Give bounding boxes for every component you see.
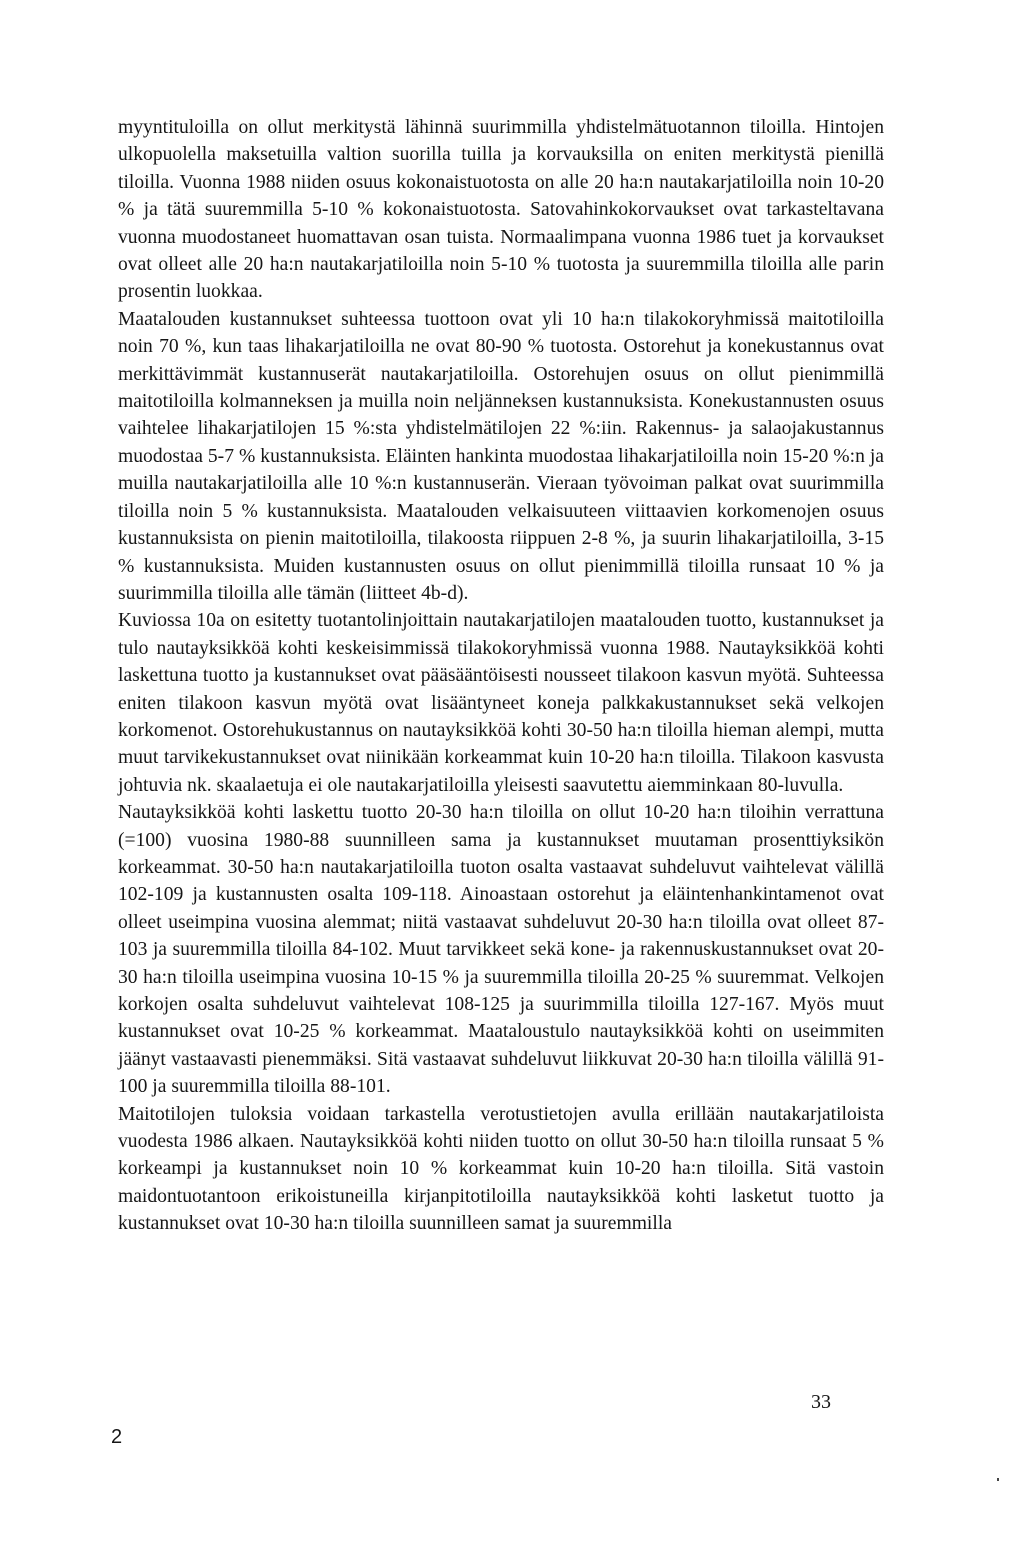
paragraph-1: myyntituloilla on ollut merkitystä lähinnä suurimmilla yhdistelmätuotannon tiloilla. Hintojen ulkopuolella maksetuilla valtion suorilla tuilla ja korvauksilla on eniten merkitystä pienillä tiloilla. Vuonna 1988 niiden osuus kokonaistuotosta on alle 20 ha:n nautakarjatiloilla noin 10-20 % ja tätä suuremmilla 5-10 % kokonaistuotosta. Satovahinkokorvaukset ovat tarkasteltavana vuonna muodostaneet huomattavan osan tuista. Normaalimpana vuonna 1986 tuet ja korvaukset ovat olleet alle 20 ha:n nautakarjatiloilla noin 5-10 % tuotosta ja suuremmilla tiloilla alle parin prosentin luokkaa. xyxy=(118,117,884,303)
paragraph-4: Nautayksikköä kohti laskettu tuotto 20-30 ha:n tiloilla on ollut 10-20 ha:n tiloihin verrattuna (=100) vuosina 1980-88 suunnilleen sama ja kustannukset muutaman prosenttiyksikön korkeammat. 30-50 ha:n nautakarjatiloilla tuoton osalta vastaavat suhdeluvut vaihtelevat välillä 102-109 ja kustannusten osalta 109-118. Ainoastaan ostorehut ja eläintenhankintamenot ovat olleet useimpina vuosina alemmat; niitä vastaavat suhdeluvut 20-30 ha:n tiloilla ovat olleet 87-103 ja suuremmilla tiloilla 84-102. Muut tarvikkeet sekä kone- ja rakennuskustannukset ovat 20-30 ha:n tiloilla useimpina vuosina 10-15 % ja suuremmilla tiloilla 20-25 % suuremmat. Velkojen korkojen osalta suhdeluvut vaihtelevat 108-125 ja suurimmilla tiloilla 127-167. Myös muut kustannukset ovat 10-25 % korkeammat. Maataloustulo nautayksikköä kohti on useimmiten jäänyt vastaavasti pienemmäksi. Sitä vastaavat suhdeluvut liikkuvat 20-30 ha:n tiloilla välillä 91-100 ja suuremmilla tiloilla 88-101. xyxy=(118,802,884,1098)
paragraph-2: Maatalouden kustannukset suhteessa tuottoon ovat yli 10 ha:n tilakokoryhmissä maitotiloilla noin 70 %, kun taas lihakarjatiloilla ne ovat 80-90 % tuotosta. Ostorehut ja konekustannus ovat merkittävimmät kustannuserät nautakarjatiloilla. Ostorehujen osuus on ollut pienimmillä maitotiloilla kolmanneksen ja muilla noin neljänneksen kustannuksista. Konekustannusten osuus vaihtelee lihakarjatilojen 15 %:sta yhdistelmätilojen 22 %:iin. Rakennus- ja salaojakustannus muodostaa 5-7 % kustannuksista. Eläinten hankinta muodostaa lihakarjatiloilla noin 15-20 %:n ja muilla nautakarjatiloilla alle 10 %:n kustannuserän. Vieraan työvoiman palkat ovat suurimmilla tiloilla noin 5 % kustannuksista. Maatalouden velkaisuuteen viittaavien korkomenojen osuus kustannuksista on pienin maitotiloilla, tilakoosta riippuen 2-8 %, ja suurin lihakarjatiloilla, 3-15 % kustannuksista. Muiden kustannusten osuus on ollut pienimmillä tiloilla runsaat 10 % ja suurimmilla tiloilla alle tämän (liitteet 4b-d). xyxy=(118,308,884,604)
scan-speck xyxy=(997,1478,999,1481)
body-text xyxy=(118,114,884,1238)
margin-mark: 2 xyxy=(111,1426,123,1448)
page-number: 33 xyxy=(811,1391,831,1413)
paragraph-5: Maitotilojen tuloksia voidaan tarkastella verotustietojen avulla erillään nautakarjatiloista vuodesta 1986 alkaen. Nautayksikköä kohti niiden tuotto on ollut 30-50 ha:n tiloilla runsaat 5 % korkeampi ja kustannukset noin 10 % korkeammat kuin 10-20 ha:n tiloilla. Sitä vastoin maidontuotantoon erikoistuneilla kirjanpitotiloilla nautayksikköä kohti lasketut tuotto ja kustannukset ovat 10-30 ha:n tiloilla suunnilleen samat ja suuremmilla xyxy=(118,1103,884,1235)
paragraph-3: Kuviossa 10a on esitetty tuotantolinjoittain nautakarjatilojen maatalouden tuotto, kustannukset ja tulo nautayksikköä kohti keskeisimmissä tilakokoryhmissä vuonna 1988. Nautayksikköä kohti laskettuna tuotto ja kustannukset ovat pääsääntöisesti nousseet tilakoon kasvun myötä. Suhteessa eniten tilakoon kasvun myötä ovat lisääntyneet koneja palkkakustannukset sekä velkojen korkomenot. Ostorehukustannus on nautayksikköä kohti 30-50 ha:n tiloilla hieman alempi, mutta muut tarvikekustannukset ovat niinikään korkeammat kuin 10-20 ha:n tiloilla. Tilakoon kasvusta johtuvia nk. skaalaetuja ei ole nautakarjatiloilla yleisesti saavutettu aiemminkaan 80-luvulla. xyxy=(118,610,884,796)
